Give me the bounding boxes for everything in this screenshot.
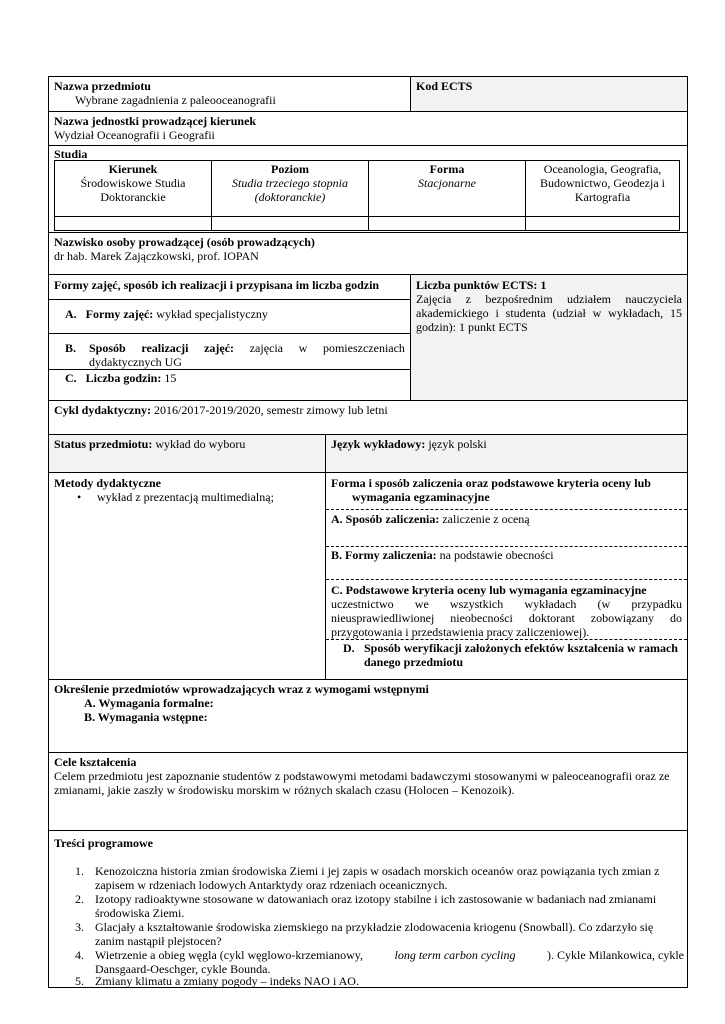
language-value: język polski	[428, 437, 487, 451]
list-item-line	[95, 948, 684, 962]
item-text-italic: long term carbon cycling	[394, 948, 516, 962]
content-label: Treści programowe	[54, 836, 153, 850]
unit-value: Wydział Oceanografii i Geografii	[54, 128, 215, 142]
forms-a-value: wykład specjalistyczny	[156, 307, 268, 321]
forma-label: Forma	[429, 162, 465, 176]
assessment-b	[331, 548, 554, 562]
assessment-c-line-3: przygotowania i przedstawienia pracy zaliczeniowej).	[331, 625, 590, 639]
kierunek-value-2: Doktoranckie	[100, 190, 166, 204]
assessment-header-1: Forma i sposób zaliczenia oraz podstawowe kryteria oceny lub	[331, 476, 651, 490]
assessment-d-line-1: Sposób weryfikacji założonych efektów kształcenia w ramach	[364, 641, 678, 655]
ects-points-line-3: godzin): 1 punkt ECTS	[416, 320, 528, 334]
studies-label: Studia	[54, 147, 88, 161]
lecturer-cell	[48, 232, 688, 275]
goals-line-1: Celem przedmiotu jest zapoznanie studentów z podstawowymi metodami badawczymi stosowanymi w paleoceanografii oraz ze	[54, 769, 670, 783]
prerequisites-b: B. Wymagania wstępne:	[84, 710, 208, 724]
disciplines-line-1: Oceanologia, Geografia,	[543, 162, 662, 176]
kierunek-label: Kierunek	[108, 162, 158, 176]
word: zajęć:	[204, 341, 235, 355]
assessment-c-line-1: uczestnictwo we wszystkich wykładach (w przypadku	[331, 597, 682, 611]
ects-points-line-1: Zajęcia z bezpośrednim udziałem nauczyciela	[416, 292, 682, 306]
assessment-b-value: na podstawie obecności	[439, 548, 554, 562]
status-line	[54, 437, 245, 451]
list-number: 4.	[75, 948, 84, 962]
divider	[326, 639, 687, 640]
ects-code-cell	[410, 76, 688, 112]
poziom-value-1: Studia trzeciego stopnia	[232, 176, 348, 190]
empty-cell	[526, 217, 680, 231]
studies-table	[54, 160, 680, 231]
prerequisites-a: A. Wymagania formalne:	[84, 696, 214, 710]
word: w	[298, 341, 308, 355]
list-item-line: Glacjały a kształtowanie środowiska ziemskiego na przykładzie zlodowacenia kriogenu (Snowball). Co zdarzyło się	[95, 920, 654, 934]
list-number: 1.	[75, 864, 84, 878]
assessment-a-label: A. Sposób zaliczenia:	[331, 512, 440, 526]
goals-cell	[48, 752, 688, 831]
disciplines-line-2: Budownictwo, Geodezja i	[540, 176, 665, 190]
language-label: Język wykładowy:	[331, 437, 426, 451]
unit-cell	[48, 111, 688, 146]
assessment-b-label: B. Formy zaliczenia:	[331, 548, 437, 562]
word: pomieszczeniach	[322, 341, 405, 355]
methods-label: Metody dydaktyczne	[54, 476, 161, 490]
cycle-cell	[48, 400, 688, 435]
divider	[326, 509, 687, 510]
cycle-value: 2016/2017-2019/2020, semestr zimowy lub letni	[154, 403, 388, 417]
goals-label: Cele kształcenia	[54, 755, 137, 769]
ects-points-cell	[410, 274, 688, 401]
methods-cell	[48, 472, 326, 680]
kierunek-value-1: Środowiskowe Studia	[80, 176, 186, 190]
language-cell	[325, 434, 688, 473]
item-text: ). Cykle Milankowica, cykle	[547, 948, 684, 962]
assessment-c-line-2: nieusprawiedliwionej nieobecności doktorant zobowiązany do	[331, 611, 682, 625]
assessment-a	[331, 512, 530, 526]
poziom-value-2: (doktoranckie)	[254, 190, 326, 204]
status-value: wykład do wyboru	[155, 437, 246, 451]
bullet-icon: •	[77, 490, 82, 504]
status-cell	[48, 434, 326, 473]
list-number: 3.	[75, 920, 84, 934]
word: zajęcia	[249, 341, 284, 355]
list-item-line: Zmiany klimatu a zmiany pogody – indeks NAO i AO.	[95, 974, 359, 988]
list-item-line: zapisem w rdzeniach lodowych Antarktydy oraz rdzeniach oceanicznych.	[95, 878, 448, 892]
prerequisites-label: Określenie przedmiotów wprowadzających wraz z wymogami wstępnymi	[54, 682, 429, 696]
word: Sposób	[89, 341, 126, 355]
unit-label: Nazwa jednostki prowadzącej kierunek	[54, 114, 257, 128]
ects-code-label: Kod ECTS	[416, 79, 473, 93]
forms-item-a	[65, 307, 268, 321]
forms-header: Formy zajęć, sposób ich realizacji i przypisana im liczba godzin	[54, 278, 380, 292]
forms-b-line-2: dydaktycznych UG	[89, 355, 182, 369]
list-number: 5.	[75, 974, 84, 988]
status-label: Status przedmiotu:	[54, 437, 153, 451]
prerequisites-cell	[48, 679, 688, 753]
item-prefix: B.	[65, 341, 77, 355]
methods-item: wykład z prezentacją multimedialną;	[97, 490, 274, 504]
assessment-d-line-2: danego przedmiotu	[364, 655, 463, 669]
forms-item-c	[65, 371, 176, 385]
cycle-label: Cykl dydaktyczny:	[54, 403, 152, 417]
disciplines-line-3: Kartografia	[574, 190, 631, 204]
ects-points-label: Liczba punktów ECTS: 1	[416, 278, 547, 292]
empty-cell	[55, 217, 212, 231]
list-item-line: Kenozoiczna historia zmian środowiska Ziemi i jej zapis w osadach morskich oceanów oraz powiązania tych zmian z	[95, 864, 660, 878]
forms-a-label: Formy zajęć:	[85, 307, 154, 321]
course-name-cell	[48, 76, 411, 112]
list-item-line: środowiska Ziemi.	[95, 906, 185, 920]
course-name-value: Wybrane zagadnienia z paleooceanografii	[75, 93, 276, 107]
list-item-line: zanim nastąpił plejstocen?	[95, 934, 222, 948]
assessment-header-2: wymagania egzaminacyjne	[352, 490, 490, 504]
item-prefix: A.	[65, 307, 77, 321]
ects-points-line-2: akademickiego i studenta (udział w wykładach, 15	[416, 306, 682, 320]
empty-cell	[369, 217, 526, 231]
list-item-line: Dansgaard-Oeschger, cykle Bounda.	[95, 962, 271, 976]
goals-line-2: zmianami, jakie zaszły w środowisku morskim w różnych skalach czasu (Holocen – Kenozoik).	[54, 783, 515, 797]
course-name-label: Nazwa przedmiotu	[54, 79, 151, 93]
empty-cell	[212, 217, 369, 231]
assessment-c-label: C. Podstawowe kryteria oceny lub wymagania egzaminacyjne	[331, 583, 647, 597]
forms-c-value: 15	[164, 371, 177, 385]
cycle-line	[54, 403, 388, 417]
language-line	[331, 437, 487, 451]
forms-c-label: Liczba godzin:	[85, 371, 162, 385]
word: realizacji	[141, 341, 189, 355]
kierunek-cell	[55, 161, 212, 217]
divider	[326, 579, 687, 580]
studies-cell	[48, 145, 688, 233]
list-item-line: Izotopy radioaktywne stosowane w datowaniach oraz izotopy stabilne i ich zastosowanie w badaniach nad zmianami	[95, 892, 657, 906]
item-prefix: D.	[343, 641, 355, 655]
poziom-cell	[212, 161, 369, 217]
assessment-a-value: zaliczenie z oceną	[442, 512, 530, 526]
item-text: Wietrzenie a obieg węgla (cykl węglowo-krzemianowy,	[95, 948, 363, 962]
divider	[326, 546, 687, 547]
assessment-cell	[325, 472, 688, 680]
item-prefix: C.	[65, 371, 77, 385]
forms-cell	[48, 274, 411, 401]
forms-b-line-1	[89, 341, 405, 355]
content-cell	[48, 830, 688, 988]
lecturer-label: Nazwisko osoby prowadzącej (osób prowadzących)	[54, 235, 315, 249]
forma-value: Stacjonarne	[418, 176, 476, 190]
forma-cell	[369, 161, 526, 217]
divider	[49, 333, 410, 334]
list-number: 2.	[75, 892, 84, 906]
disciplines-cell	[526, 161, 680, 217]
divider	[49, 299, 410, 300]
divider	[49, 369, 410, 370]
poziom-label: Poziom	[271, 162, 309, 176]
lecturer-value: dr hab. Marek Zajączkowski, prof. IOPAN	[54, 249, 259, 263]
